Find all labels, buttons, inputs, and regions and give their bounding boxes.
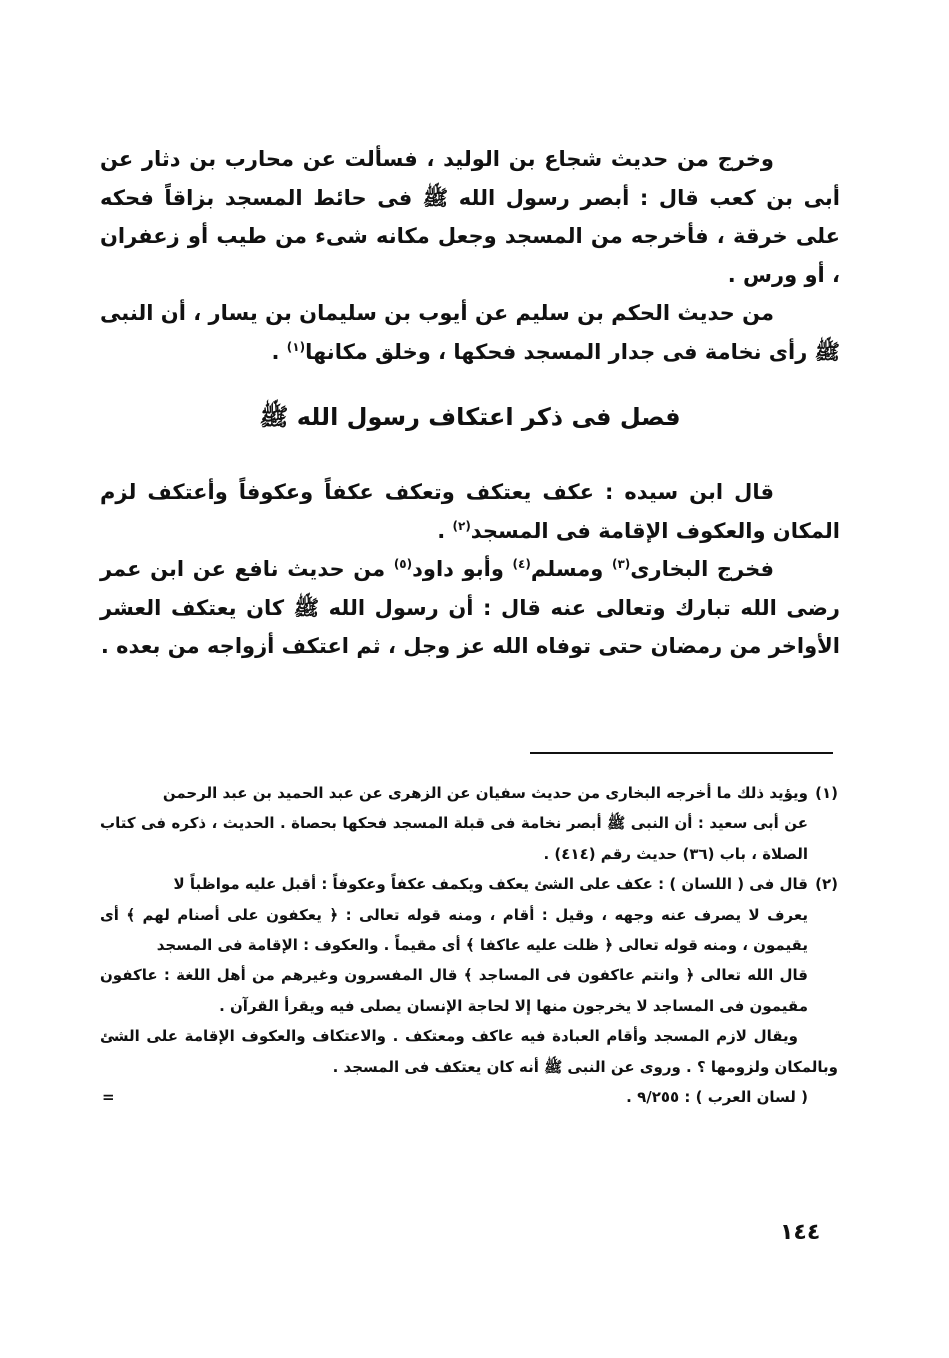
paragraph <box>100 294 840 371</box>
paragraph-text: ومسلم <box>530 557 612 581</box>
footnote-ref: (٢) <box>452 518 471 533</box>
footnote-ref: (٥) <box>393 557 413 571</box>
footnote-number: (٢) <box>815 875 838 894</box>
continuation-mark: = <box>102 1088 115 1107</box>
footnote-continuation: قال الله تعالى ﴿ وانتم عاكفون فى المساجد ﴾ قال المفسرون وغيرهم من أهل اللغة : عاكفون مقيمون فى المساجد لا يخرجون منها إلا لحاجة الإنسان يصلى فيه ويقرأ القرآن . <box>100 966 808 1015</box>
footnote <box>100 869 838 899</box>
footnote-continuation: عن أبى سعيد : أن النبى ﷺ أبصر نخامة فى قبلة المسجد فحكها بحصاة . الحديث ، ذكره فى كتاب الصلاة ، باب (٣٦) حديث رقم (٤١٤) . <box>100 814 808 863</box>
page-number: ١٤٤ <box>780 1220 821 1245</box>
footnote-ref: (٣) <box>611 557 631 571</box>
footnote-source-row <box>100 1082 808 1112</box>
paragraph <box>100 473 840 550</box>
footnote-text: ويؤيد ذلك ما أخرجه البخارى من حديث سفيان عن الزهرى عن عبد الحميد بن عبد الرحمن <box>162 784 808 802</box>
section-heading: فصل فى ذكر اعتكاف رسول الله ﷺ <box>259 403 681 431</box>
footnote-source: ( لسان العرب ) : ٩/٢٥٥ . <box>626 1088 808 1107</box>
footnote-number: (١) <box>815 784 838 802</box>
paragraph-text: من حديث نافع عن ابن عمر رضى الله تبارك وتعالى عنه قال : أن رسول الله ﷺ كان يعتكف العشر الأواخر من رمضان حتى توفاه الله عز وجل ، ثم اعتكف أزواجه من بعده . <box>100 557 840 658</box>
footnotes <box>100 778 838 1112</box>
footnote-separator <box>530 752 833 754</box>
footnote <box>100 778 838 808</box>
footnote-ref: (٤) <box>512 557 531 571</box>
footnote-ref: (١) <box>286 339 306 354</box>
paragraph <box>100 140 840 294</box>
footnote-continuation: يعرف لا يصرف عنه وجهه ، وقيل : أقام ، ومنه قوله تعالى : ﴿ يعكفون على أصنام لهم ﴾ أى يقيمون ، ومنه قوله تعالى ﴿ ظلت عليه عاكفا ﴾ أى مقيماً . والعكوف : الإقامة فى المسجد <box>100 905 808 955</box>
paragraph <box>100 550 840 666</box>
footnote-continuation: ويقال لازم المسجد وأقام العبادة فيه عاكف ومعتكف . والاعتكاف والعكوف الإقامة على الشئ وبالمكان ولزومها ؟ . وروى عن النبى ﷺ أنه كان يعتكف فى المسجد . <box>100 1027 838 1076</box>
paragraph-text: وأبو داود <box>412 557 513 581</box>
main-text <box>100 140 840 666</box>
footnote-text: قال فى ( اللسان ) : عكف على الشئ يعكف ويكمف عكفاً وعكوفاً : أقبل عليه مواظباً لا <box>173 875 808 894</box>
paragraph-text: من حديث الحكم بن سليم عن أيوب بن سليمان بن يسار ، أن النبى ﷺ رأى نخامة فى جدار المسجد فحكها ، وخلق مكانها <box>100 301 840 364</box>
paragraph-text: قال ابن سيده : عكف يعتكف وتعكف عكفاً وعكوفاً وأعتكف لزم المكان والعكوف الإقامة فى المسجد <box>100 480 840 543</box>
paragraph-text: . <box>271 339 287 364</box>
paragraph-text: وخرج من حديث شجاع بن الوليد ، فسألت عن محارب بن دثار عن أبى بن كعب قال : أبصر رسول الله ﷺ فى حائط المسجد بزاقاً فحكه على خرقة ، فأخرجه من المسجد وجعل مكانه شىء من طيب أو زعفران ، أو ورس . <box>100 147 840 287</box>
paragraph-text: فخرج البخارى <box>630 557 775 581</box>
paragraph-text: . <box>437 518 453 543</box>
